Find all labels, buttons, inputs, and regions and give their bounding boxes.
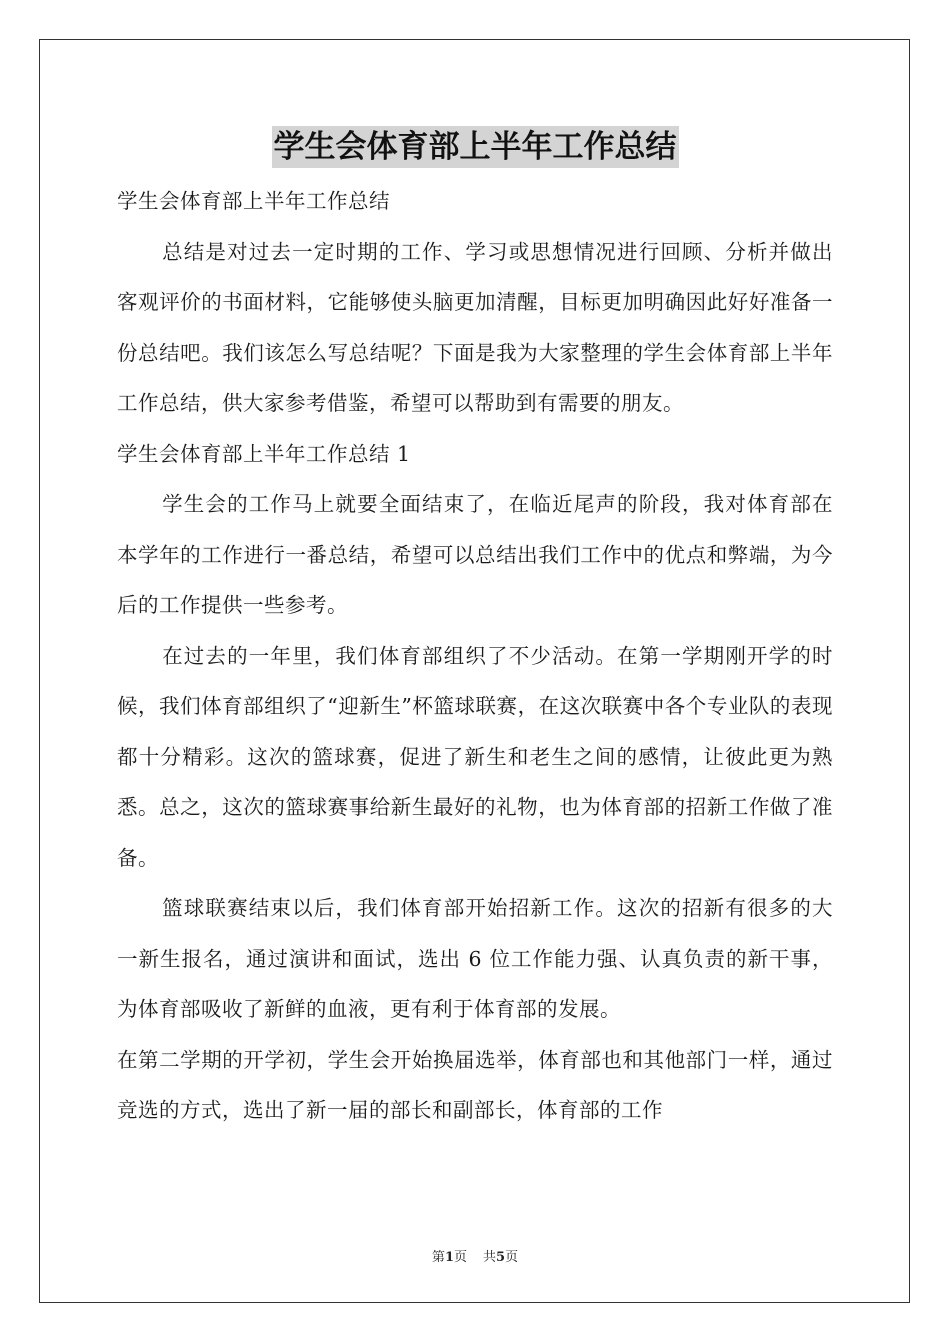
page-total: 5 bbox=[496, 1250, 506, 1265]
body-paragraph: 在第二学期的开学初，学生会开始换届选举，体育部也和其他部门一样，通过竞选的方式，选出了新一届的部长和副部长，体育部的工作 bbox=[117, 1047, 833, 1122]
page-unit: 页 bbox=[453, 1250, 467, 1265]
body-paragraph: 学生会的工作马上就要全面结束了，在临近尾声的阶段，我对体育部在本学年的工作进行一番总结，希望可以总结出我们工作中的优点和弊端，为今后的工作提供一些参考。 bbox=[117, 492, 833, 617]
page-footer bbox=[0, 1246, 950, 1265]
document-title: 学生会体育部上半年工作总结 bbox=[272, 126, 679, 168]
document-body bbox=[117, 176, 833, 1136]
intro-paragraph: 总结是对过去一定时期的工作、学习或思想情况进行回顾、分析并做出客观评价的书面材料，它能够使头脑更加清醒，目标更加明确因此好好准备一份总结吧。我们该怎么写总结呢？下面是我为大家整理的学生会体育部上半年工作总结，供大家参考借鉴，希望可以帮助到有需要的朋友。 bbox=[117, 239, 833, 415]
title-wrap bbox=[0, 126, 950, 168]
page-current: 1 bbox=[444, 1250, 454, 1265]
page-prefix: 第 bbox=[431, 1250, 445, 1265]
total-unit: 页 bbox=[505, 1250, 519, 1265]
total-prefix: 共 bbox=[483, 1250, 497, 1265]
section-heading: 学生会体育部上半年工作总结 1 bbox=[117, 441, 411, 466]
body-paragraph: 篮球联赛结束以后，我们体育部开始招新工作。这次的招新有很多的大一新生报名，通过演讲和面试，选出 6 位工作能力强、认真负责的新干事，为体育部吸收了新鲜的血液，更有利于体育部的发展。 bbox=[117, 896, 833, 1021]
subtitle-paragraph: 学生会体育部上半年工作总结 bbox=[117, 189, 390, 213]
body-paragraph: 在过去的一年里，我们体育部组织了不少活动。在第一学期刚开学的时候，我们体育部组织了“迎新生”杯篮球联赛，在这次联赛中各个专业队的表现都十分精彩。这次的篮球赛，促进了新生和老生之间的感情，让彼此更为熟悉。总之，这次的篮球赛事给新生最好的礼物，也为体育部的招新工作做了准备。 bbox=[117, 643, 833, 870]
